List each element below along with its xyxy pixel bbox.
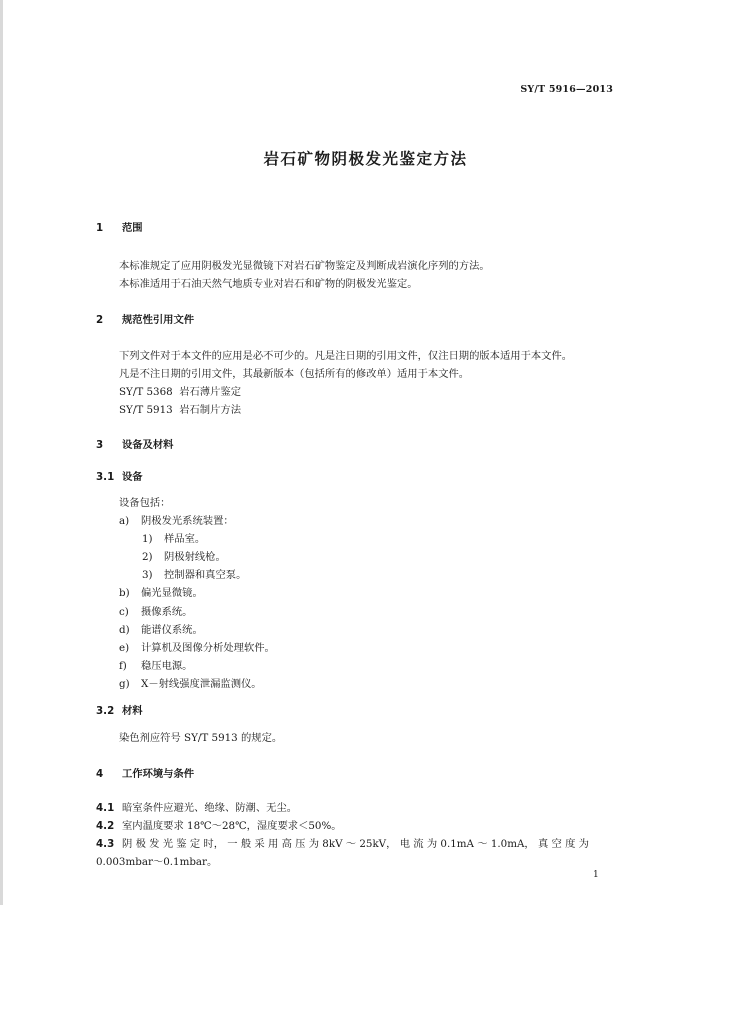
page-number: 1 (593, 870, 599, 880)
clause-4-3 (96, 837, 589, 851)
paragraph: 下列文件对于本文件的应用是必不可少的。凡是注日期的引用文件，仅注日期的版本适用于本文件。 (119, 350, 573, 362)
paragraph: 本标准适用于石油天然气地质专业对岩石和矿物的阴极发光鉴定。 (119, 278, 418, 290)
clause-text: 室内温度要求 18℃～28℃，湿度要求＜50%。 (122, 820, 342, 832)
clause-text: 暗室条件应避光、绝缘、防潮、无尘。 (122, 802, 298, 814)
clause-number: 4.1 (96, 802, 115, 814)
subsection-title: 材料 (122, 705, 143, 717)
section-3-heading (96, 438, 173, 452)
list-text: 样品室。 (164, 533, 206, 545)
list-item (119, 677, 262, 691)
list-text: 控制器和真空泵。 (164, 569, 247, 581)
reference-code: SY/T 5913 (119, 404, 173, 416)
reference-name: 岩石薄片鉴定 (179, 386, 241, 398)
section-2-heading (96, 313, 194, 327)
list-subitem (142, 568, 246, 582)
clause-4-2 (96, 819, 342, 833)
subsection-number: 3.1 (96, 471, 115, 483)
section-number: 2 (96, 314, 104, 326)
section-title: 规范性引用文件 (122, 314, 195, 326)
list-mark: 2) (142, 551, 153, 563)
section-number: 3 (96, 439, 104, 451)
clause-number: 4.2 (96, 820, 115, 832)
list-text: 能谱仪系统。 (141, 624, 203, 636)
list-text: X－射线强度泄漏监测仪。 (141, 678, 262, 690)
paragraph: 凡是不注日期的引用文件，其最新版本（包括所有的修改单）适用于本文件。 (119, 368, 470, 380)
list-text: 稳压电源。 (141, 660, 193, 672)
clause-4-3-continuation: 0.003mbar～0.1mbar。 (96, 856, 218, 868)
paragraph: 本标准规定了应用阴极发光显微镜下对岩石矿物鉴定及判断成岩演化序列的方法。 (119, 260, 490, 272)
list-item (119, 605, 192, 619)
list-mark: c) (119, 606, 129, 618)
list-mark: d) (119, 624, 130, 636)
list-mark: a) (119, 515, 130, 527)
section-number: 1 (96, 222, 104, 234)
list-item (119, 659, 192, 673)
list-mark: f) (119, 660, 127, 672)
list-mark: 1) (142, 533, 153, 545)
clause-text: 阴 极 发 光 鉴 定 时， 一 般 采 用 高 压 为 8kV ～ 25kV， 电 流 为 0.1mA ～ 1.0mA， 真 空 度 为 (122, 838, 589, 850)
section-number: 4 (96, 768, 104, 780)
scan-edge (0, 0, 3, 905)
list-item (119, 623, 203, 637)
reference-item (119, 385, 241, 399)
reference-item (119, 403, 241, 417)
clause-4-1 (96, 801, 297, 815)
list-intro: 设备包括： (119, 497, 171, 509)
list-mark: 3) (142, 569, 153, 581)
document-title: 岩石矿物阴极发光鉴定方法 (263, 150, 468, 168)
list-text: 阴极发光系统装置： (141, 515, 234, 527)
list-text: 计算机及图像分析处理软件。 (141, 642, 275, 654)
section-1-heading (96, 221, 143, 235)
paragraph: 染色剂应符号 SY/T 5913 的规定。 (119, 732, 283, 744)
list-subitem (142, 550, 226, 564)
list-item (119, 641, 275, 655)
reference-code: SY/T 5368 (119, 386, 173, 398)
list-subitem (142, 532, 205, 546)
subsection-title: 设备 (122, 471, 143, 483)
clause-number: 4.3 (96, 838, 115, 850)
standard-code: SY/T 5916—2013 (520, 84, 613, 95)
section-title: 设备及材料 (122, 439, 174, 451)
subsection-3-1-heading (96, 470, 143, 484)
list-item (119, 586, 203, 600)
list-mark: g) (119, 678, 130, 690)
list-text: 阴极射线枪。 (164, 551, 226, 563)
section-title: 工作环境与条件 (122, 768, 195, 780)
reference-name: 岩石制片方法 (179, 404, 241, 416)
section-title: 范围 (122, 222, 143, 234)
list-text: 偏光显微镜。 (141, 587, 203, 599)
list-item (119, 514, 234, 528)
section-4-heading (96, 767, 194, 781)
subsection-number: 3.2 (96, 705, 115, 717)
list-mark: b) (119, 587, 130, 599)
subsection-3-2-heading (96, 704, 143, 718)
list-mark: e) (119, 642, 130, 654)
list-text: 摄像系统。 (141, 606, 193, 618)
